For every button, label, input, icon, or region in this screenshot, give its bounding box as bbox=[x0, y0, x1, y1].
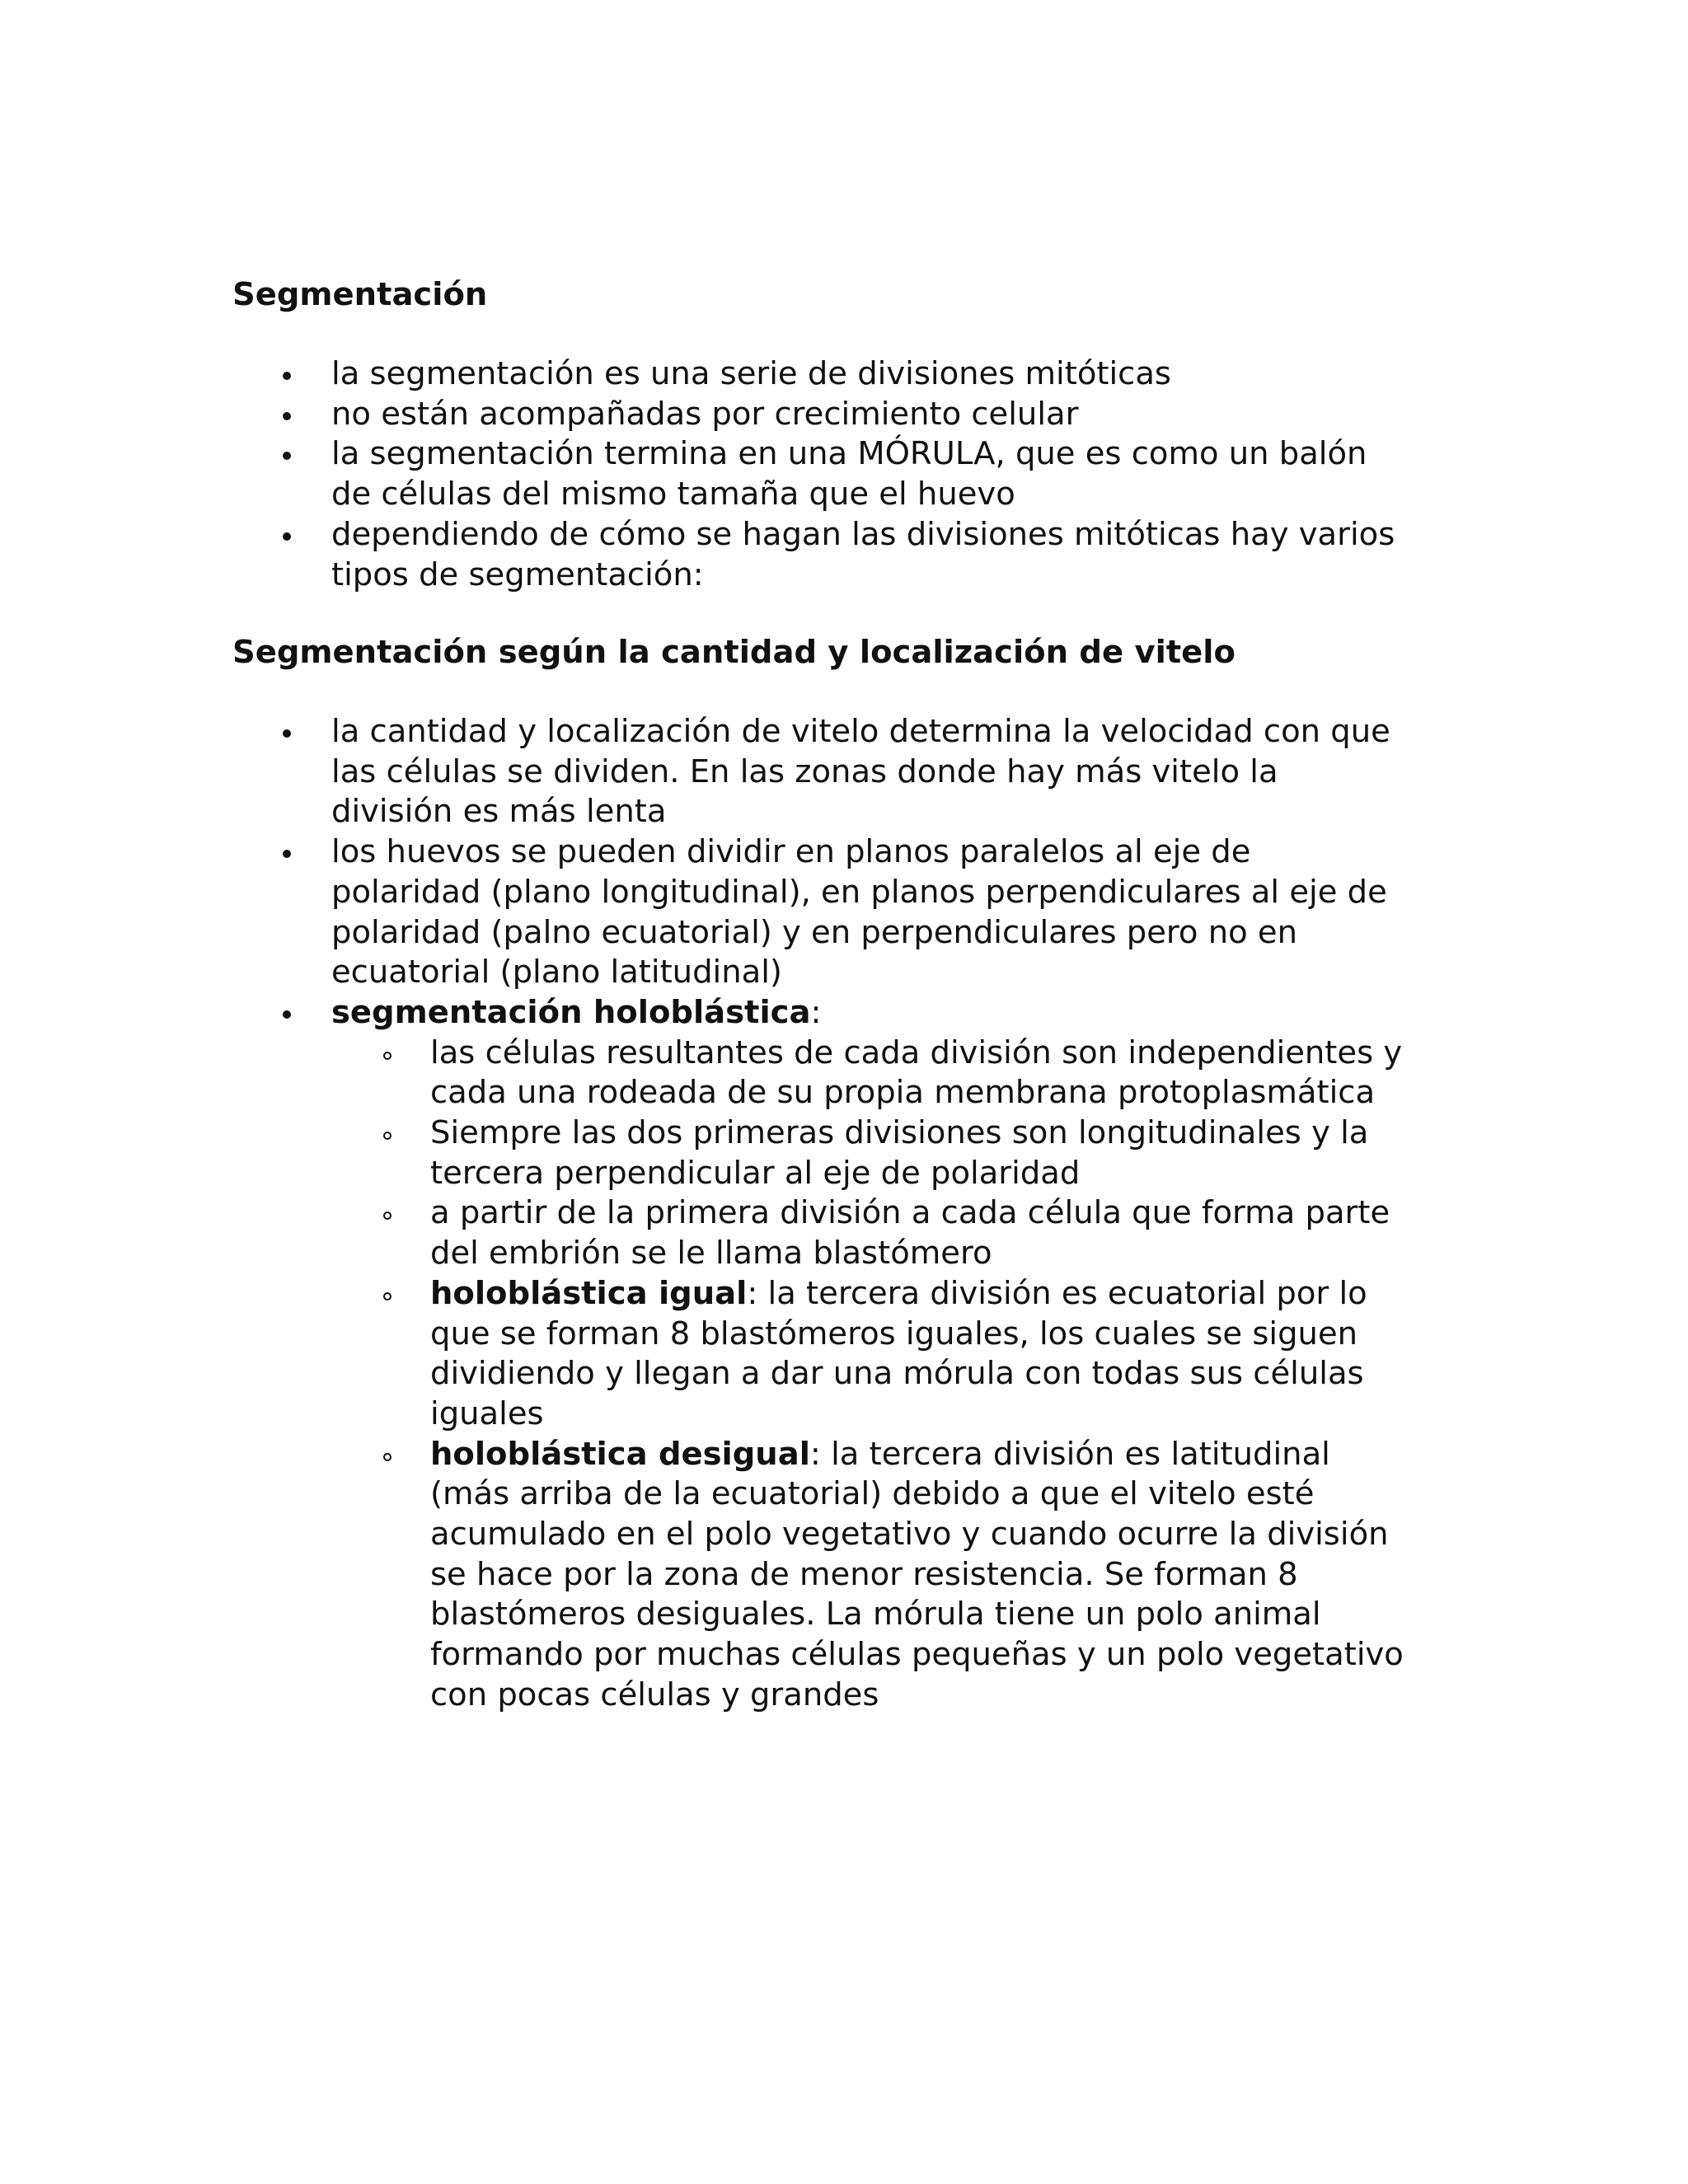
term-holoblastica-igual: holoblástica igual bbox=[430, 1274, 748, 1312]
text-line: formando por muchas células pequeñas y un polo vegetativo bbox=[430, 1636, 1404, 1674]
text-line bbox=[430, 1274, 1452, 1315]
text-line: Siempre las dos primeras divisiones son longitudinales y la bbox=[430, 1114, 1369, 1152]
list-item bbox=[0, 712, 1452, 832]
sub-list-item bbox=[430, 1033, 1452, 1113]
text-line: división es más lenta bbox=[331, 793, 667, 831]
bullet-icon bbox=[283, 452, 291, 460]
text-line: blastómeros desiguales. La mórula tiene un polo animal bbox=[430, 1596, 1321, 1633]
text-line bbox=[331, 993, 1452, 1033]
bullet-icon bbox=[283, 372, 291, 380]
list-item bbox=[0, 515, 1452, 595]
text-line: a partir de la primera división a cada célula que forma parte bbox=[430, 1194, 1390, 1232]
bullet-list-vitelo bbox=[0, 712, 1452, 1716]
hollow-bullet-icon bbox=[383, 1132, 392, 1140]
text-line: los huevos se pueden dividir en planos paralelos al eje de bbox=[331, 833, 1251, 871]
sub-list-item-holoblastica-igual bbox=[430, 1274, 1452, 1435]
hollow-bullet-icon bbox=[383, 1052, 392, 1060]
text-line: las células se dividen. En las zonas donde hay más vitelo la bbox=[331, 752, 1278, 790]
sub-list-holoblastica bbox=[331, 1033, 1452, 1716]
text-line: dependiendo de cómo se hagan las divisiones mitóticas hay varios bbox=[331, 515, 1395, 553]
text-line: la cantidad y localización de vitelo determina la velocidad con que bbox=[331, 713, 1390, 750]
text-line: dividiendo y llegan a dar una mórula con todas sus células bbox=[430, 1355, 1364, 1393]
text-line: que se forman 8 blastómeros iguales, los cuales se siguen bbox=[430, 1315, 1358, 1352]
bullet-icon bbox=[283, 729, 291, 738]
text-line bbox=[430, 1435, 1452, 1475]
text-line: de células del mismo tamaña que el huevo bbox=[331, 476, 1015, 513]
bullet-icon bbox=[283, 412, 291, 420]
text-line: con pocas células y grandes bbox=[430, 1675, 879, 1713]
text-line: iguales bbox=[430, 1394, 544, 1432]
list-item bbox=[0, 832, 1452, 993]
text-line: polaridad (palno ecuatorial) y en perpendiculares pero no en bbox=[331, 913, 1297, 951]
text-line: (más arriba de la ecuatorial) debido a que el vitelo esté bbox=[430, 1475, 1315, 1513]
text-line: tercera perpendicular al eje de polaridad bbox=[430, 1154, 1081, 1192]
text-line: acumulado en el polo vegetativo y cuando ocurre la división bbox=[430, 1516, 1389, 1554]
text-span: : la tercera división es ecuatorial por lo bbox=[747, 1274, 1367, 1312]
hollow-bullet-icon bbox=[383, 1212, 392, 1220]
bullet-icon bbox=[283, 532, 291, 541]
hollow-bullet-icon bbox=[383, 1453, 392, 1461]
sub-list-item bbox=[430, 1113, 1452, 1193]
list-item bbox=[0, 434, 1452, 514]
bullet-icon bbox=[283, 1010, 291, 1019]
list-item-holoblastica bbox=[0, 993, 1452, 1716]
term-suffix: : bbox=[810, 993, 822, 1031]
hollow-bullet-icon bbox=[383, 1292, 392, 1301]
list-item bbox=[0, 354, 1452, 395]
bullet-icon bbox=[283, 850, 291, 858]
text-line: cada una rodeada de su propia membrana protoplasmática bbox=[430, 1074, 1376, 1112]
text-line: las células resultantes de cada división son independientes y bbox=[430, 1033, 1403, 1071]
text-line: tipos de segmentación: bbox=[331, 555, 704, 593]
section-heading-vitelo: Segmentación según la cantidad y localización de vitelo bbox=[232, 634, 1236, 671]
text-span: : la tercera división es latitudinal bbox=[809, 1435, 1330, 1473]
sub-list-item-holoblastica-desigual bbox=[430, 1435, 1452, 1716]
list-item bbox=[0, 395, 1452, 435]
sub-list-item bbox=[430, 1193, 1452, 1273]
section-heading-segmentacion: Segmentación bbox=[232, 276, 488, 313]
term-holoblastica-desigual: holoblástica desigual bbox=[430, 1435, 810, 1473]
text-line: ecuatorial (plano latitudinal) bbox=[331, 954, 782, 991]
text-line: no están acompañadas por crecimiento celular bbox=[331, 395, 1079, 433]
text-line: la segmentación termina en una MÓRULA, que es como un balón bbox=[331, 435, 1367, 473]
text-line: la segmentación es una serie de divisiones mitóticas bbox=[331, 355, 1171, 392]
term-holoblastica: segmentación holoblástica bbox=[331, 993, 811, 1031]
text-line: polaridad (plano longitudinal), en planos perpendiculares al eje de bbox=[331, 873, 1387, 911]
text-line: del embrión se le llama blastómero bbox=[430, 1235, 992, 1272]
text-line: se hace por la zona de menor resistencia. Se forman 8 bbox=[430, 1555, 1298, 1593]
bullet-list-segmentacion bbox=[0, 354, 1452, 595]
